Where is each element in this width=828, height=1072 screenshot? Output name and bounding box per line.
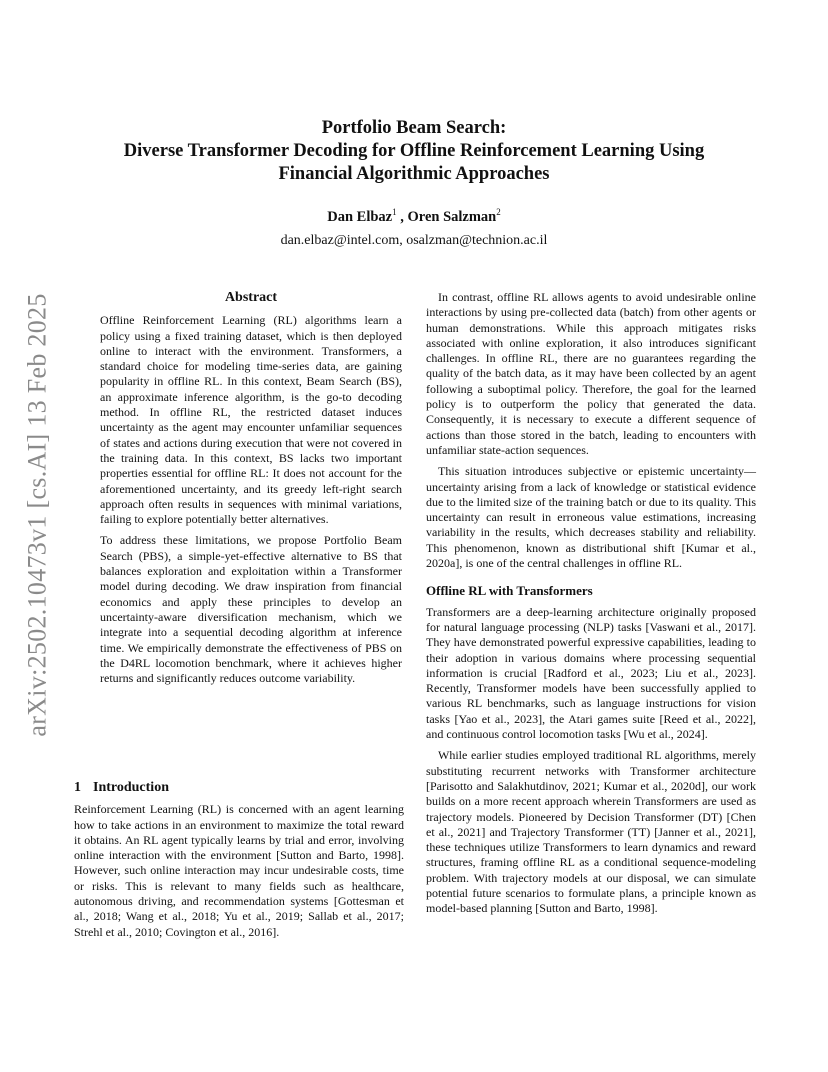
abstract-heading: Abstract <box>224 290 278 305</box>
right-paragraph-2: This situation introduces subjective or epistemic uncertainty—uncertainty arising from a lack of knowledge or statistical evidence due to the limited size of the training batch or due to its quality. This uncertainty can result in erroneous value estimations, increasing variability in the results, which decreases stability and reliability. This phenomenon, known as distributional shift [Kumar et al., 2020a], is one of the central challenges in offline RL. <box>426 464 756 571</box>
right-paragraph-1: In contrast, offline RL allows agents to avoid undesirable online interactions by using pre-collected data (batch) from other agents or human demonstrations. While this approach mitigates risks associated with online exploration, it also introduces significant challenges. In offline RL, there are no guarantees regarding the quality of the batch data, as it may have been collected by an agent following a suboptimal policy. Therefore, the goal for the learned policy is to outperform the policy that generated the data. Consequently, it is necessary to execute a different sequence of actions than those stored in the batch, leading to encounters with unfamiliar state-action sequences. <box>426 290 756 457</box>
paper-title <box>74 117 754 186</box>
subsection-heading: Offline RL with Transformers <box>426 583 593 599</box>
arxiv-stamp-text: arXiv:2502.10473v1 [cs.AI] 13 Feb 2025 <box>23 293 53 737</box>
right-paragraph-3: Transformers are a deep-learning architecture originally proposed for natural language processing (NLP) tasks [Vaswani et al., 2017]. They have demonstrated powerful expressive capabilities, leading to their adoption in various domains where processing sequential information is crucial [Radford et al., 2023; Liu et al., 2023]. Recently, Transformer models have been successfully applied to various RL benchmarks, such as language instructions for vision tasks [Yao et al., 2023], the Atari games suite [Reed et al., 2022], and continuous control locomotion tasks [Wu et al., 2024]. <box>426 604 756 742</box>
title-line-3: Financial Algorithmic Approaches <box>278 164 550 184</box>
section-number: 1 <box>74 780 81 795</box>
abstract-paragraph-2: To address these limitations, we propose Portfolio Beam Search (PBS), a simple-yet-effective alternative to BS that balances exploration and exploitation within a Transformer model during decoding. We draw inspiration from financial economics and apply these principles to develop an uncertainty-aware diversification mechanism, which we integrate into a sequential decoding algorithm at inference time. We empirically demonstrate the effectiveness of PBS on the D4RL locomotion benchmark, where it achieves higher returns and significantly reduces outcome variability. <box>100 533 402 686</box>
introduction-paragraph-1: Reinforcement Learning (RL) is concerned with an agent learning how to take actions in an environment to maximize the total reward it obtains. An RL agent typically learns by trial and error, involving online interaction with the environment [Sutton and Barto, 1998]. However, such online interaction may incur undesirable costs, time or risks. This is relevant to many fields such as healthcare, autonomous driving, and recommendation systems [Gottesman et al., 2018; Wang et al., 2018; Yu et al., 2019; Sallab et al., 2017; Strehl et al., 2010; Covington et al., 2016]. <box>74 802 404 939</box>
author-2: Oren Salzman <box>407 208 497 225</box>
author-1-affiliation: 1 <box>392 207 397 217</box>
arxiv-stamp <box>20 295 56 735</box>
title-line-2: Diverse Transformer Decoding for Offline Reinforcement Learning Using <box>123 141 705 161</box>
right-paragraph-4: While earlier studies employed traditional RL algorithms, merely substituting recurrent networks with Transformer architecture [Parisotto and Salakhutdinov, 2021; Kumar et al., 2020d], our work builds on a more recent approach wherein Transformers are used as trajectory models. Pioneered by Decision Transformer (DT) [Chen et al., 2021] and Trajectory Transformer (TT) [Janner et al., 2021], these techniques utilize Transformers to learn dynamics and reward structures, framing offline RL as a conditional sequence-modeling problem. With trajectory models at our disposal, we can simulate potential future scenarios to formulate plans, a principle known as model-based planning [Sutton and Barto, 1998]. <box>426 748 756 916</box>
author-list <box>74 207 754 226</box>
author-1: Dan Elbaz <box>327 208 393 225</box>
author-separator: , <box>396 208 408 225</box>
abstract-paragraph-1: Offline Reinforcement Learning (RL) algorithms learn a policy using a fixed training dataset, which is then deployed online to interact with the environment. Transformers, a standard choice for modeling time-series data, are gaining popularity in offline RL. In this context, Beam Search (BS), an approximate inference algorithm, is the go-to decoding method. In offline RL, the restricted dataset induces uncertainty as the agent may encounter unfamiliar sequences of states and actions during execution that were not covered in the training data. In this context, BS lacks two important properties essential for offline RL: It does not account for the aforementioned uncertainty, and its greedy left-right search approach often results in sequences with minimal variations, failing to explore potentially better alternatives. <box>100 313 402 527</box>
introduction-heading <box>74 780 404 795</box>
author-2-affiliation: 2 <box>496 207 501 217</box>
section-title: Introduction <box>93 780 169 795</box>
author-emails: dan.elbaz@intel.com, osalzman@technion.ac.il <box>280 233 548 248</box>
title-line-1: Portfolio Beam Search: <box>321 118 507 138</box>
abstract-section <box>100 290 402 692</box>
right-column <box>426 290 756 923</box>
introduction-section <box>74 780 404 946</box>
